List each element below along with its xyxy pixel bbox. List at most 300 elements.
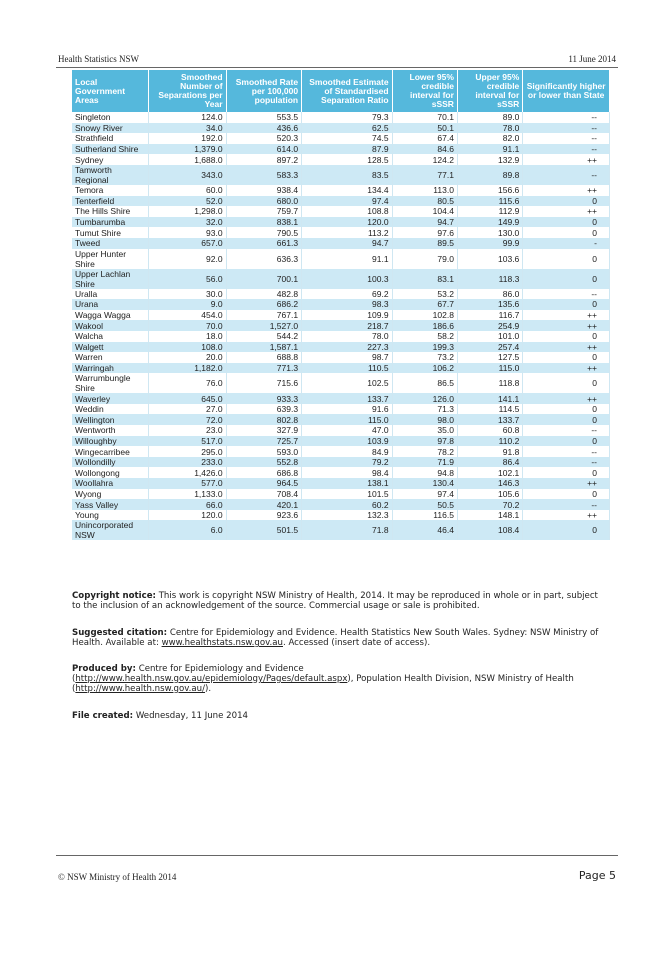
lga-name-cell: Uralla — [72, 289, 148, 300]
upper-ci-cell: 127.5 — [457, 352, 522, 363]
ssr-cell: 83.5 — [302, 165, 393, 185]
copyright-text: This work is copyright NSW Ministry of Health, 2014. It may be reproduced in whole or in part, subject to the inclusion of an acknowledgement of the source. Commercial usage or sale is prohibited. — [72, 591, 598, 611]
ssr-cell: 69.2 — [302, 289, 393, 300]
separations-cell: 657.0 — [148, 238, 226, 249]
separations-cell: 1,688.0 — [148, 154, 226, 165]
lga-name-cell: Yass Valley — [72, 499, 148, 510]
upper-ci-cell: 101.0 — [457, 331, 522, 342]
ssr-cell: 60.2 — [302, 499, 393, 510]
lower-ci-cell: 35.0 — [392, 425, 457, 436]
table-row — [72, 478, 610, 489]
significance-cell: ++ — [523, 320, 610, 331]
rate-cell: 923.6 — [226, 510, 302, 521]
lga-name-cell: Tumbarumba — [72, 217, 148, 228]
separations-cell: 76.0 — [148, 373, 226, 393]
lga-name-cell: Upper Hunter Shire — [72, 249, 148, 269]
upper-ci-cell: 114.5 — [457, 404, 522, 415]
table-row — [72, 342, 610, 353]
separations-cell: 577.0 — [148, 478, 226, 489]
separations-cell: 56.0 — [148, 269, 226, 289]
table-row — [72, 320, 610, 331]
header-rule — [56, 67, 618, 68]
significance-cell: 0 — [523, 520, 610, 540]
significance-cell: ++ — [523, 393, 610, 404]
lower-ci-cell: 71.9 — [392, 457, 457, 468]
table-row — [72, 352, 610, 363]
ssr-cell: 113.2 — [302, 227, 393, 238]
lower-ci-cell: 67.4 — [392, 133, 457, 144]
upper-ci-cell: 103.6 — [457, 249, 522, 269]
rate-cell: 897.2 — [226, 154, 302, 165]
significance-cell: -- — [523, 123, 610, 134]
lga-name-cell: Tamworth Regional — [72, 165, 148, 185]
rate-cell: 700.1 — [226, 269, 302, 289]
table-row — [72, 217, 610, 228]
rate-cell: 759.7 — [226, 206, 302, 217]
upper-ci-cell: 130.0 — [457, 227, 522, 238]
separations-cell: 124.0 — [148, 112, 226, 123]
ssr-cell: 74.5 — [302, 133, 393, 144]
table-row — [72, 404, 610, 415]
separations-cell: 92.0 — [148, 249, 226, 269]
significance-cell: 0 — [523, 467, 610, 478]
rate-cell: 938.4 — [226, 185, 302, 196]
upper-ci-cell: 91.1 — [457, 144, 522, 155]
ssr-cell: 79.2 — [302, 457, 393, 468]
table-row — [72, 425, 610, 436]
column-header-upper-ci: Upper 95% credible interval for sSSR — [457, 70, 522, 112]
table-row — [72, 363, 610, 374]
ssr-cell: 110.5 — [302, 363, 393, 374]
lower-ci-cell: 83.1 — [392, 269, 457, 289]
significance-cell: -- — [523, 446, 610, 457]
upper-ci-cell: 115.6 — [457, 196, 522, 207]
lga-name-cell: Strathfield — [72, 133, 148, 144]
table-row — [72, 489, 610, 500]
column-header-rate: Smoothed Rate per 100,000 population — [226, 70, 302, 112]
upper-ci-cell: 257.4 — [457, 342, 522, 353]
table-row — [72, 457, 610, 468]
ssr-cell: 227.3 — [302, 342, 393, 353]
significance-cell: ++ — [523, 478, 610, 489]
ssr-cell: 120.0 — [302, 217, 393, 228]
table-row — [72, 185, 610, 196]
separations-cell: 343.0 — [148, 165, 226, 185]
lga-name-cell: Sydney — [72, 154, 148, 165]
upper-ci-cell: 60.8 — [457, 425, 522, 436]
upper-ci-cell: 78.0 — [457, 123, 522, 134]
significance-cell: -- — [523, 144, 610, 155]
upper-ci-cell: 148.1 — [457, 510, 522, 521]
significance-cell: 0 — [523, 196, 610, 207]
table-row — [72, 373, 610, 393]
lga-name-cell: Tumut Shire — [72, 227, 148, 238]
upper-ci-cell: 254.9 — [457, 320, 522, 331]
epidemiology-link[interactable]: http://www.health.nsw.gov.au/epidemiology/Pages/default.aspx — [75, 674, 348, 684]
table-row — [72, 144, 610, 155]
significance-cell: 0 — [523, 299, 610, 310]
lga-name-cell: Wingecarribee — [72, 446, 148, 457]
ssr-cell: 101.5 — [302, 489, 393, 500]
rate-cell: 790.5 — [226, 227, 302, 238]
header-date: 11 June 2014 — [568, 54, 616, 64]
table-row — [72, 133, 610, 144]
table-row — [72, 249, 610, 269]
ssr-cell: 97.4 — [302, 196, 393, 207]
table-row — [72, 299, 610, 310]
lga-name-cell: Sutherland Shire — [72, 144, 148, 155]
rate-cell: 639.3 — [226, 404, 302, 415]
ssr-cell: 133.7 — [302, 393, 393, 404]
rate-cell: 544.2 — [226, 331, 302, 342]
separations-cell: 66.0 — [148, 499, 226, 510]
produced-text-end: ). — [205, 684, 212, 694]
upper-ci-cell: 89.8 — [457, 165, 522, 185]
ssr-cell: 78.0 — [302, 331, 393, 342]
produced-by: Produced by: Centre for Epidemiology and Evidence (http://www.health.nsw.gov.au/epidemiology/Pages/default.aspx), Population Health Division, NSW Ministry of Health (http://www.health.nsw.gov.au/). — [72, 664, 574, 694]
lga-name-cell: Walgett — [72, 342, 148, 353]
lower-ci-cell: 89.5 — [392, 238, 457, 249]
lower-ci-cell: 116.5 — [392, 510, 457, 521]
lower-ci-cell: 50.1 — [392, 123, 457, 134]
significance-cell: ++ — [523, 363, 610, 374]
ssr-cell: 47.0 — [302, 425, 393, 436]
lga-name-cell: Singleton — [72, 112, 148, 123]
ssr-cell: 115.0 — [302, 414, 393, 425]
upper-ci-cell: 132.9 — [457, 154, 522, 165]
significance-cell: 0 — [523, 331, 610, 342]
lower-ci-cell: 97.6 — [392, 227, 457, 238]
lga-name-cell: Wollondilly — [72, 457, 148, 468]
lower-ci-cell: 104.4 — [392, 206, 457, 217]
separations-cell: 23.0 — [148, 425, 226, 436]
separations-cell: 1,182.0 — [148, 363, 226, 374]
upper-ci-cell: 99.9 — [457, 238, 522, 249]
rate-cell: 688.8 — [226, 352, 302, 363]
significance-cell: 0 — [523, 352, 610, 363]
significance-cell: -- — [523, 457, 610, 468]
rate-cell: 767.1 — [226, 310, 302, 321]
ssr-cell: 109.9 — [302, 310, 393, 321]
separations-cell: 60.0 — [148, 185, 226, 196]
citation-text: Centre for Epidemiology and Evidence. Health Statistics New South Wales. Sydney: NSW Ministry of Health. Available at: — [72, 628, 599, 648]
lower-ci-cell: 79.0 — [392, 249, 457, 269]
table-row — [72, 310, 610, 321]
upper-ci-cell: 91.8 — [457, 446, 522, 457]
rate-cell: 708.4 — [226, 489, 302, 500]
lower-ci-cell: 98.0 — [392, 414, 457, 425]
significance-cell: 0 — [523, 373, 610, 393]
lga-name-cell: Warren — [72, 352, 148, 363]
lga-name-cell: Woollahra — [72, 478, 148, 489]
separations-cell: 93.0 — [148, 227, 226, 238]
upper-ci-cell: 141.1 — [457, 393, 522, 404]
lower-ci-cell: 73.2 — [392, 352, 457, 363]
rate-cell: 583.3 — [226, 165, 302, 185]
column-header-ssr: Smoothed Estimate of Standardised Separation Ratio — [302, 70, 393, 112]
significance-cell: -- — [523, 133, 610, 144]
separations-cell: 9.0 — [148, 299, 226, 310]
separations-cell: 6.0 — [148, 520, 226, 540]
lga-name-cell: Wakool — [72, 320, 148, 331]
separations-cell: 233.0 — [148, 457, 226, 468]
rate-cell: 686.2 — [226, 299, 302, 310]
ssr-cell: 128.5 — [302, 154, 393, 165]
ssr-cell: 103.9 — [302, 436, 393, 447]
lga-name-cell: Tenterfield — [72, 196, 148, 207]
significance-cell: ++ — [523, 185, 610, 196]
ssr-cell: 218.7 — [302, 320, 393, 331]
ssr-cell: 71.8 — [302, 520, 393, 540]
significance-cell: - — [523, 238, 610, 249]
lga-name-cell: Upper Lachlan Shire — [72, 269, 148, 289]
separations-cell: 32.0 — [148, 217, 226, 228]
lower-ci-cell: 97.8 — [392, 436, 457, 447]
significance-cell: -- — [523, 165, 610, 185]
lower-ci-cell: 70.1 — [392, 112, 457, 123]
upper-ci-cell: 108.4 — [457, 520, 522, 540]
produced-text: Centre for Epidemiology and Evidence — [138, 664, 304, 674]
lower-ci-cell: 53.2 — [392, 289, 457, 300]
lower-ci-cell: 78.2 — [392, 446, 457, 457]
table-row — [72, 499, 610, 510]
separations-cell: 454.0 — [148, 310, 226, 321]
upper-ci-cell: 89.0 — [457, 112, 522, 123]
rate-cell: 1,587.1 — [226, 342, 302, 353]
rate-cell: 614.0 — [226, 144, 302, 155]
lower-ci-cell: 130.4 — [392, 478, 457, 489]
upper-ci-cell: 110.2 — [457, 436, 522, 447]
lga-name-cell: Waverley — [72, 393, 148, 404]
rate-cell: 661.3 — [226, 238, 302, 249]
ssr-cell: 98.3 — [302, 299, 393, 310]
lga-name-cell: Wollongong — [72, 467, 148, 478]
table-row — [72, 436, 610, 447]
separations-cell: 108.0 — [148, 342, 226, 353]
significance-cell: ++ — [523, 510, 610, 521]
rate-cell: 838.1 — [226, 217, 302, 228]
lower-ci-cell: 94.7 — [392, 217, 457, 228]
ssr-cell: 79.3 — [302, 112, 393, 123]
lga-name-cell: Tweed — [72, 238, 148, 249]
table-row — [72, 331, 610, 342]
lower-ci-cell: 97.4 — [392, 489, 457, 500]
lga-statistics-table — [72, 70, 610, 540]
lga-name-cell: Weddin — [72, 404, 148, 415]
copyright-label: Copyright notice: — [72, 591, 156, 601]
rate-cell: 933.3 — [226, 393, 302, 404]
separations-cell: 27.0 — [148, 404, 226, 415]
separations-cell: 517.0 — [148, 436, 226, 447]
lga-name-cell: Wyong — [72, 489, 148, 500]
rate-cell: 686.8 — [226, 467, 302, 478]
page-number: Page 5 — [578, 869, 616, 882]
footer-copyright: © NSW Ministry of Health 2014 — [58, 872, 177, 882]
lga-name-cell: Walcha — [72, 331, 148, 342]
upper-ci-cell: 70.2 — [457, 499, 522, 510]
rate-cell: 725.7 — [226, 436, 302, 447]
table-row — [72, 206, 610, 217]
lower-ci-cell: 94.8 — [392, 467, 457, 478]
upper-ci-cell: 118.3 — [457, 269, 522, 289]
column-header-lower-ci: Lower 95% credible interval for sSSR — [392, 70, 457, 112]
ssr-cell: 62.5 — [302, 123, 393, 134]
upper-ci-cell: 102.1 — [457, 467, 522, 478]
suggested-citation — [72, 628, 602, 648]
upper-ci-cell: 115.0 — [457, 363, 522, 374]
lower-ci-cell: 106.2 — [392, 363, 457, 374]
separations-cell: 192.0 — [148, 133, 226, 144]
significance-cell: 0 — [523, 489, 610, 500]
separations-cell: 20.0 — [148, 352, 226, 363]
file-created-label: File created: — [72, 711, 134, 721]
lga-name-cell: Wentworth — [72, 425, 148, 436]
rate-cell: 593.0 — [226, 446, 302, 457]
table-row — [72, 165, 610, 185]
upper-ci-cell: 86.0 — [457, 289, 522, 300]
lower-ci-cell: 80.5 — [392, 196, 457, 207]
lower-ci-cell: 46.4 — [392, 520, 457, 540]
file-created — [72, 711, 602, 721]
upper-ci-cell: 133.7 — [457, 414, 522, 425]
separations-cell: 1,298.0 — [148, 206, 226, 217]
ssr-cell: 91.1 — [302, 249, 393, 269]
table-row — [72, 112, 610, 123]
separations-cell: 295.0 — [148, 446, 226, 457]
ssr-cell: 91.6 — [302, 404, 393, 415]
lga-name-cell: Warrumbungle Shire — [72, 373, 148, 393]
lower-ci-cell: 86.5 — [392, 373, 457, 393]
rate-cell: 420.1 — [226, 499, 302, 510]
significance-cell: ++ — [523, 206, 610, 217]
ssr-cell: 87.9 — [302, 144, 393, 155]
upper-ci-cell: 135.6 — [457, 299, 522, 310]
upper-ci-cell: 105.6 — [457, 489, 522, 500]
rate-cell: 964.5 — [226, 478, 302, 489]
ssr-cell: 108.8 — [302, 206, 393, 217]
upper-ci-cell: 156.6 — [457, 185, 522, 196]
separations-cell: 70.0 — [148, 320, 226, 331]
lga-name-cell: Urana — [72, 299, 148, 310]
rate-cell: 802.8 — [226, 414, 302, 425]
table-row — [72, 446, 610, 457]
ssr-cell: 98.4 — [302, 467, 393, 478]
rate-cell: 553.5 — [226, 112, 302, 123]
rate-cell: 501.5 — [226, 520, 302, 540]
citation-label: Suggested citation: — [72, 628, 168, 638]
table-row — [72, 154, 610, 165]
lower-ci-cell: 124.2 — [392, 154, 457, 165]
significance-cell: 0 — [523, 217, 610, 228]
upper-ci-cell: 116.7 — [457, 310, 522, 321]
rate-cell: 680.0 — [226, 196, 302, 207]
lower-ci-cell: 50.5 — [392, 499, 457, 510]
lower-ci-cell: 113.0 — [392, 185, 457, 196]
lower-ci-cell: 126.0 — [392, 393, 457, 404]
table-row — [72, 520, 610, 540]
table-row — [72, 393, 610, 404]
separations-cell: 72.0 — [148, 414, 226, 425]
separations-cell: 52.0 — [148, 196, 226, 207]
separations-cell: 1,426.0 — [148, 467, 226, 478]
lga-name-cell: The Hills Shire — [72, 206, 148, 217]
copyright-notice — [72, 591, 602, 611]
significance-cell: ++ — [523, 310, 610, 321]
lga-name-cell: Wagga Wagga — [72, 310, 148, 321]
ssr-cell: 134.4 — [302, 185, 393, 196]
significance-cell: 0 — [523, 249, 610, 269]
table-header-row — [72, 70, 610, 112]
significance-cell: 0 — [523, 404, 610, 415]
separations-cell: 120.0 — [148, 510, 226, 521]
lower-ci-cell: 77.1 — [392, 165, 457, 185]
lower-ci-cell: 71.3 — [392, 404, 457, 415]
table-row — [72, 414, 610, 425]
column-header-lga: Local Government Areas — [72, 70, 148, 112]
rate-cell: 636.3 — [226, 249, 302, 269]
ssr-cell: 138.1 — [302, 478, 393, 489]
rate-cell: 715.6 — [226, 373, 302, 393]
significance-cell: -- — [523, 499, 610, 510]
separations-cell: 30.0 — [148, 289, 226, 300]
table-row — [72, 227, 610, 238]
rate-cell: 552.8 — [226, 457, 302, 468]
lower-ci-cell: 84.6 — [392, 144, 457, 155]
lga-name-cell: Unincorporated NSW — [72, 520, 148, 540]
lower-ci-cell: 102.8 — [392, 310, 457, 321]
significance-cell: 0 — [523, 414, 610, 425]
separations-cell: 18.0 — [148, 331, 226, 342]
significance-cell: -- — [523, 289, 610, 300]
significance-cell: -- — [523, 112, 610, 123]
health-nsw-link[interactable]: http://www.health.nsw.gov.au/ — [75, 684, 206, 694]
upper-ci-cell: 118.8 — [457, 373, 522, 393]
ssr-cell: 94.7 — [302, 238, 393, 249]
table-row — [72, 269, 610, 289]
lower-ci-cell: 67.7 — [392, 299, 457, 310]
ssr-cell: 84.9 — [302, 446, 393, 457]
table-row — [72, 196, 610, 207]
significance-cell: 0 — [523, 227, 610, 238]
ssr-cell: 98.7 — [302, 352, 393, 363]
footer-rule — [56, 855, 618, 856]
lower-ci-cell: 199.3 — [392, 342, 457, 353]
lga-name-cell: Willoughby — [72, 436, 148, 447]
rate-cell: 482.8 — [226, 289, 302, 300]
significance-cell: -- — [523, 425, 610, 436]
lga-name-cell: Young — [72, 510, 148, 521]
healthstats-link[interactable]: www.healthstats.nsw.gov.au — [161, 638, 283, 648]
lga-name-cell: Snowy River — [72, 123, 148, 134]
ssr-cell: 102.5 — [302, 373, 393, 393]
lga-name-cell: Wellington — [72, 414, 148, 425]
produced-text-mid: ), Population Health Division, NSW Ministry of Health ( — [72, 674, 574, 694]
lga-name-cell: Warringah — [72, 363, 148, 374]
ssr-cell: 132.3 — [302, 510, 393, 521]
upper-ci-cell: 86.4 — [457, 457, 522, 468]
lga-name-cell: Temora — [72, 185, 148, 196]
separations-cell: 645.0 — [148, 393, 226, 404]
produced-label: Produced by: — [72, 664, 136, 674]
table-row — [72, 123, 610, 134]
upper-ci-cell: 146.3 — [457, 478, 522, 489]
column-header-significance: Significantly higher or lower than State — [523, 70, 610, 112]
rate-cell: 327.9 — [226, 425, 302, 436]
header-title: Health Statistics NSW — [58, 54, 139, 64]
column-header-separations: Smoothed Number of Separations per Year — [148, 70, 226, 112]
lower-ci-cell: 58.2 — [392, 331, 457, 342]
upper-ci-cell: 149.9 — [457, 217, 522, 228]
